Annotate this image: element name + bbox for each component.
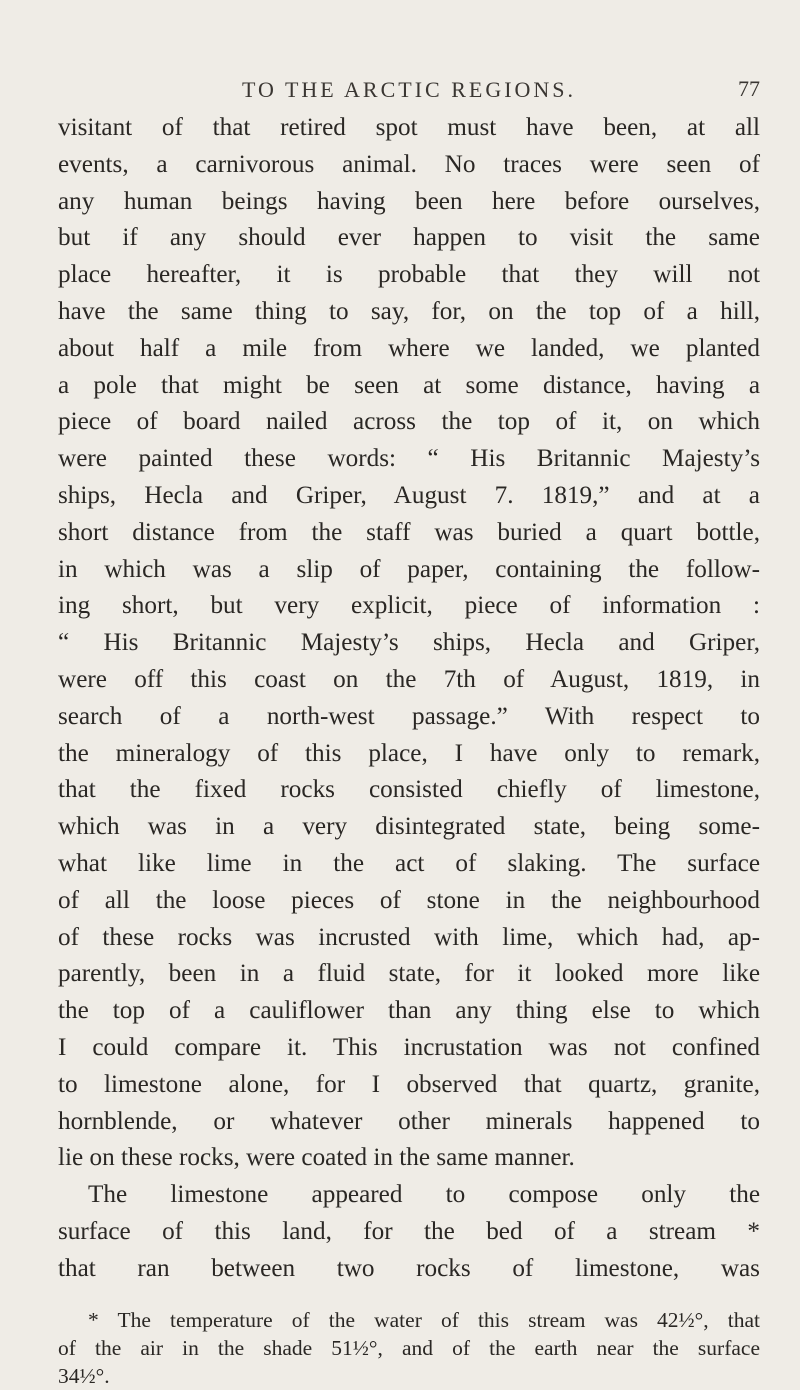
text-line: visitant of that retired spot must have been, at all: [58, 114, 760, 141]
text-line: to limestone alone, for I observed that quartz, granite,: [58, 1070, 760, 1098]
text-line: I could compare it. This incrustation was not confined: [58, 1033, 760, 1061]
page-number: 77: [738, 76, 760, 101]
text-line: “ His Britannic Majesty’s ships, Hecla and Griper,: [58, 629, 760, 657]
text-line: any human beings having been here before ourselves,: [58, 187, 760, 215]
text-line: short distance from the staff was buried a quart bottle,: [58, 518, 760, 546]
text-line: surface of this land, for the bed of a stream *: [58, 1217, 760, 1245]
running-head: [58, 0, 760, 110]
text-line: what like lime in the act of slaking. The surface: [58, 849, 760, 877]
text-line: about half a mile from where we landed, we planted: [58, 334, 760, 362]
text-line: The limestone appeared to compose only the: [88, 1181, 760, 1209]
text-line: search of a north-west passage.” With respect to: [58, 702, 760, 730]
text-line: ing short, but very explicit, piece of information :: [58, 592, 760, 620]
text-line: a pole that might be seen at some distance, having a: [58, 371, 760, 399]
text-line: were painted these words: “ His Britannic Majesty’s: [58, 445, 760, 473]
footnote: [58, 1306, 760, 1390]
running-title: TO THE ARCTIC REGIONS.: [241, 77, 577, 102]
footnote-line: of the air in the shade 51½°, and of the earth near the surface: [58, 1335, 760, 1360]
text-line: events, a carnivorous animal. No traces were seen of: [58, 150, 760, 178]
text-line: of all the loose pieces of stone in the neighbourhood: [58, 886, 760, 914]
footnote-line: * The temperature of the water of this stream was 42½°, that: [88, 1307, 760, 1332]
text-line: hornblende, or whatever other minerals happened to: [58, 1107, 760, 1135]
text-line: piece of board nailed across the top of it, on which: [58, 408, 760, 436]
text-line: the mineralogy of this place, I have only to remark,: [58, 739, 760, 767]
main-text: [58, 110, 760, 1288]
text-line: but if any should ever happen to visit the same: [58, 224, 760, 252]
footnote-line: 34½°.: [58, 1363, 110, 1388]
text-line: the top of a cauliflower than any thing else to which: [58, 997, 760, 1025]
text-line: were off this coast on the 7th of August, 1819, in: [58, 665, 760, 693]
text-line: parently, been in a fluid state, for it looked more like: [58, 960, 760, 988]
text-line: that the fixed rocks consisted chiefly of limestone,: [58, 776, 760, 804]
text-line: ships, Hecla and Griper, August 7. 1819,” and at a: [58, 481, 760, 509]
text-line: which was in a very disintegrated state, being some-: [58, 813, 760, 841]
text-line: of these rocks was incrusted with lime, which had, ap-: [58, 923, 760, 951]
text-line: lie on these rocks, were coated in the same manner.: [58, 1144, 575, 1172]
text-line: in which was a slip of paper, containing the follow-: [58, 555, 760, 583]
text-line: have the same thing to say, for, on the top of a hill,: [58, 297, 760, 325]
text-line: place hereafter, it is probable that they will not: [58, 261, 760, 289]
text-line: that ran between two rocks of limestone, was: [58, 1254, 760, 1282]
